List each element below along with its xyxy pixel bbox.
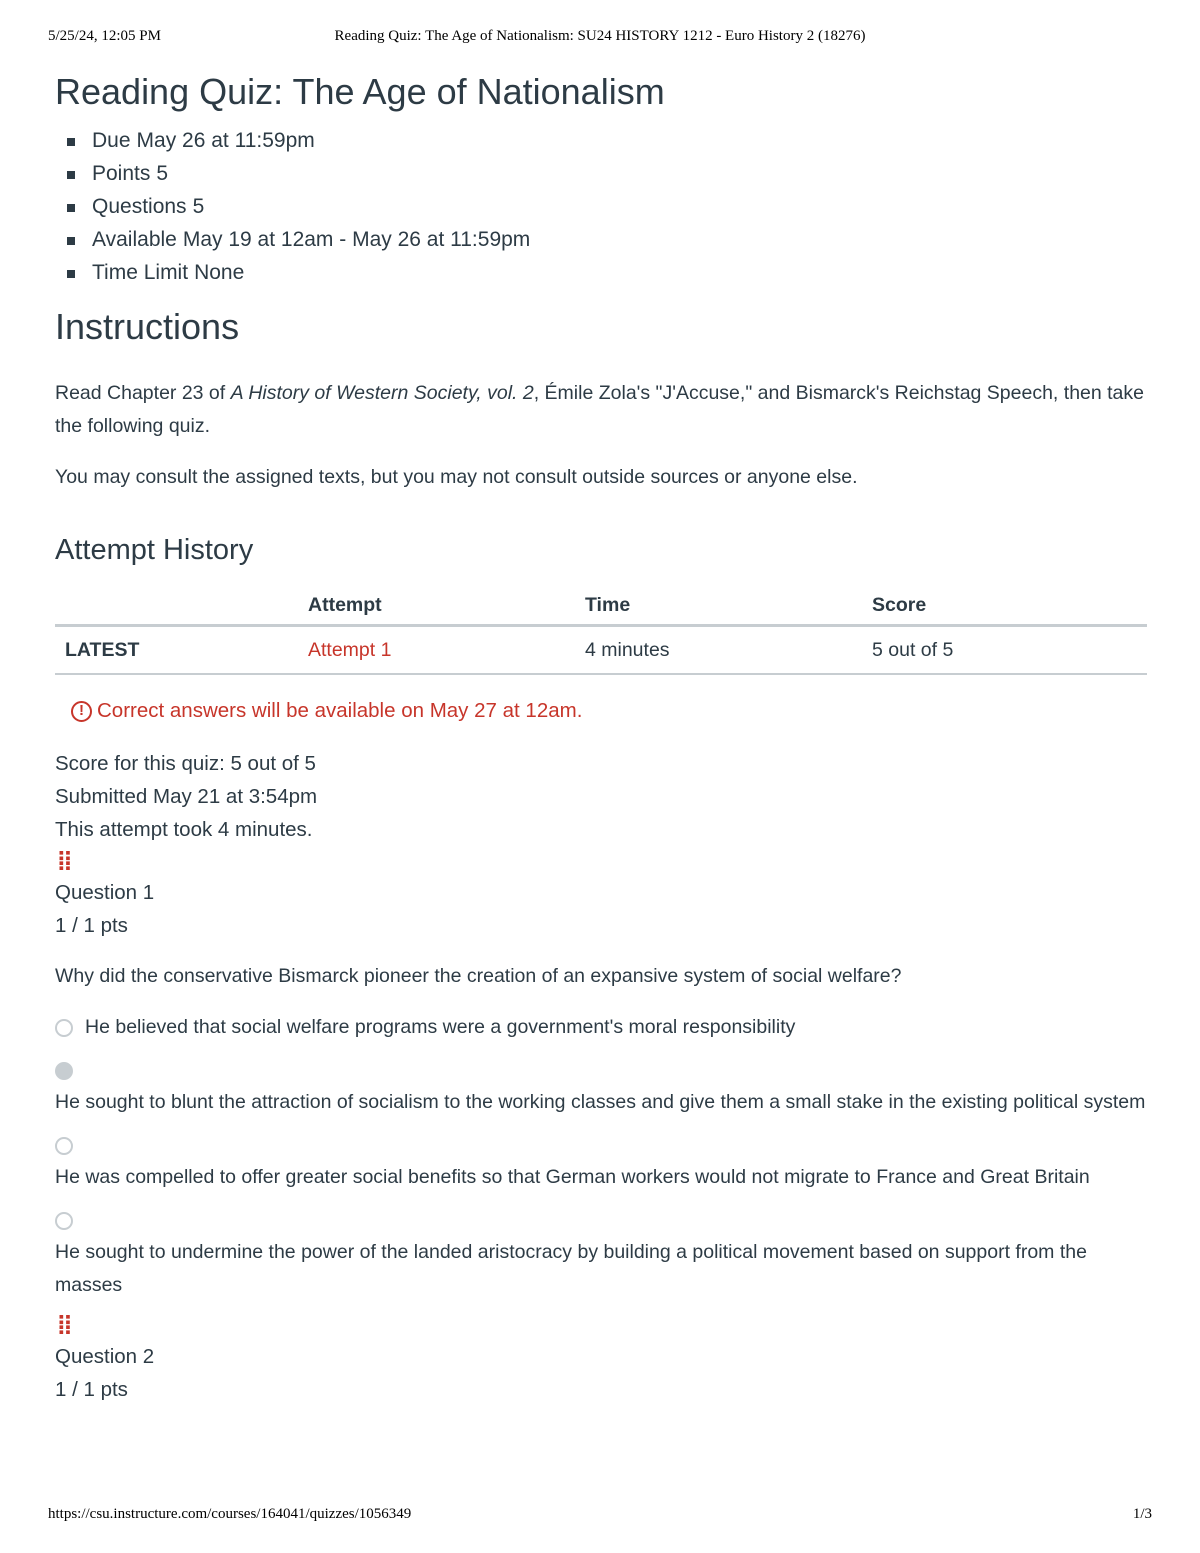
radio-unselected-icon[interactable] — [55, 1019, 73, 1037]
meta-points: Points 5 — [67, 157, 1147, 190]
time-cell: 4 minutes — [585, 626, 872, 675]
answer-option-3 — [55, 1137, 1147, 1194]
latest-label: LATEST — [55, 626, 308, 675]
header-attempt: Attempt — [308, 586, 585, 626]
meta-due: Due May 26 at 11:59pm — [67, 124, 1147, 157]
meta-time-limit: Time Limit None — [67, 256, 1147, 289]
question-1 — [55, 846, 1147, 1302]
drag-handle-icon: ⁞⁞ — [57, 1310, 71, 1340]
radio-selected-icon[interactable] — [55, 1062, 73, 1080]
print-date: 5/25/24, 12:05 PM — [48, 28, 161, 44]
attempt-1-link[interactable]: Attempt 1 — [308, 638, 392, 661]
quiz-content — [55, 68, 1147, 1406]
print-footer — [48, 1506, 1152, 1526]
attempt-history-table — [55, 586, 1147, 675]
notice-text: Correct answers will be available on May 27 at 12am. — [97, 699, 583, 722]
answer-option-2 — [55, 1062, 1147, 1119]
header-blank — [55, 586, 308, 626]
header-score: Score — [872, 586, 1147, 626]
header-time: Time — [585, 586, 872, 626]
correct-answers-notice — [71, 697, 1147, 725]
meta-questions: Questions 5 — [67, 190, 1147, 223]
attempt-history-header-row — [55, 586, 1147, 626]
table-row — [55, 626, 1147, 675]
attempt-history-heading: Attempt History — [55, 534, 254, 566]
instructions-paragraph: Read Chapter 23 of A History of Western Society, vol. 2, Émile Zola's "J'Accuse," and Bismarck's Reichstag Speech, then take the following quiz. — [55, 382, 1144, 437]
answer-text: He sought to blunt the attraction of socialism to the working classes and give them a small stake in the existing political system — [55, 1091, 1146, 1113]
submitted-time: Submitted May 21 at 3:54pm — [55, 785, 318, 808]
answer-text: He believed that social welfare programs were a government's moral responsibility — [85, 1016, 796, 1038]
radio-unselected-icon[interactable] — [55, 1212, 73, 1230]
question-title: Question 1 — [55, 881, 155, 904]
radio-unselected-icon[interactable] — [55, 1137, 73, 1155]
attempt-duration: This attempt took 4 minutes. — [55, 818, 313, 841]
instructions-heading: Instructions — [55, 306, 240, 347]
meta-available: Available May 19 at 12am - May 26 at 11:59pm — [67, 223, 1147, 256]
book-title: A History of Western Society, vol. 2 — [230, 382, 534, 404]
drag-handle-icon: ⁞⁞ — [57, 846, 71, 876]
answer-text: He sought to undermine the power of the landed aristocracy by building a political movement based on support from the masses — [55, 1241, 1087, 1296]
score-cell: 5 out of 5 — [872, 626, 1147, 675]
answer-option-1 — [55, 1011, 1147, 1044]
page-number: 1/3 — [1132, 1506, 1152, 1522]
page-url: https://csu.instructure.com/courses/164041/quizzes/1056349 — [48, 1506, 412, 1522]
quiz-summary — [55, 747, 1147, 846]
question-title: Question 2 — [55, 1345, 155, 1368]
quiz-score: Score for this quiz: 5 out of 5 — [55, 752, 316, 775]
answer-option-4 — [55, 1212, 1147, 1302]
print-page-title: Reading Quiz: The Age of Nationalism: SU24 HISTORY 1212 - Euro History 2 (18276) — [334, 28, 866, 44]
instructions-rules: You may consult the assigned texts, but you may not consult outside sources or anyone else. — [55, 466, 858, 488]
question-points: 1 / 1 pts — [55, 914, 128, 937]
answer-text: He was compelled to offer greater social benefits so that German workers would not migrate to France and Great Britain — [55, 1166, 1090, 1188]
question-text: Why did the conservative Bismarck pioneer the creation of an expansive system of social welfare? — [55, 965, 902, 987]
exclamation-circle-icon: ! — [71, 701, 92, 722]
quiz-title: Reading Quiz: The Age of Nationalism — [55, 71, 665, 112]
question-points: 1 / 1 pts — [55, 1378, 128, 1401]
quiz-meta-list — [55, 124, 1147, 289]
print-header — [48, 28, 1152, 48]
question-2 — [55, 1310, 1147, 1406]
attempt-cell — [308, 626, 585, 675]
